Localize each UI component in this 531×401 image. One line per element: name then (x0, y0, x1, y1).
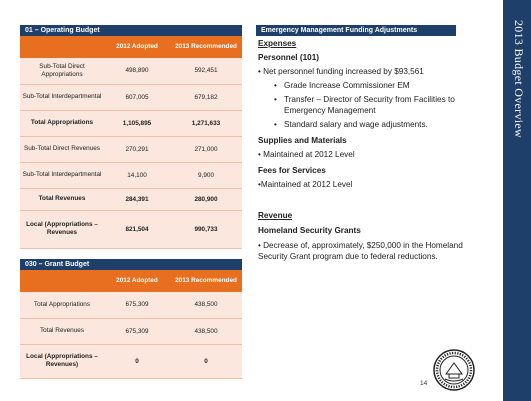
value-2013: 0 (170, 344, 242, 378)
table-row (20, 210, 242, 248)
supplies-heading: Supplies and Materials (258, 136, 347, 145)
adjustments-title: Emergency Management Funding Adjustments (256, 25, 456, 36)
header-label-cell (20, 270, 104, 292)
row-label: Sub-Total Interdepartmental (20, 162, 104, 188)
operating-budget-title: 01 – Operating Budget (20, 25, 242, 36)
personnel-heading: Personnel (101) (258, 53, 319, 62)
revenue-heading: Revenue (258, 211, 293, 220)
grant-budget-table (20, 270, 242, 379)
value-2013: 990,733 (170, 210, 242, 248)
table-header-row (20, 270, 242, 292)
row-label: Local (Appropriations – Revenues) (20, 344, 104, 378)
value-2012: 270,291 (104, 136, 170, 162)
value-2012: 675,309 (104, 292, 170, 318)
value-2013: 271,000 (170, 136, 242, 162)
table-row (20, 188, 242, 210)
table-row (20, 344, 242, 378)
county-seal-icon (432, 348, 476, 392)
header-label-cell (20, 36, 104, 58)
page-number: 14 (420, 380, 428, 387)
row-label: Sub-Total Interdepartmental (20, 84, 104, 110)
fees-text: •Maintained at 2012 Level (258, 180, 353, 189)
row-label: Sub-Total Direct Appropriations (20, 58, 104, 84)
sub-item: • Transfer – Director of Security from Facilities to Emergency Management (258, 94, 490, 116)
value-2013: 9,900 (170, 162, 242, 188)
value-2012: 607,005 (104, 84, 170, 110)
row-label: Total Appropriations (20, 110, 104, 136)
table-row (20, 110, 242, 136)
grant-budget-block (20, 259, 242, 379)
value-2012: 14,100 (104, 162, 170, 188)
row-label: Total Revenues (20, 188, 104, 210)
value-2012: 284,391 (104, 188, 170, 210)
value-2012: 0 (104, 344, 170, 378)
table-row (20, 318, 242, 344)
row-label: Local (Appropriations – Revenues (20, 210, 104, 248)
table-row (20, 136, 242, 162)
personnel-bullet: • Net personnel funding increased by $93,561 (258, 67, 424, 76)
value-2013: 280,900 (170, 188, 242, 210)
row-label: Total Revenues (20, 318, 104, 344)
table-row (20, 162, 242, 188)
header-2012-adopted: 2012 Adopted (104, 270, 170, 292)
header-2013-recommended: 2013 Recommended (170, 36, 242, 58)
value-2013: 438,500 (170, 292, 242, 318)
table-row (20, 58, 242, 84)
grant-budget-rows (20, 292, 242, 378)
operating-budget-rows (20, 58, 242, 248)
value-2012: 498,890 (104, 58, 170, 84)
table-header-row (20, 36, 242, 58)
value-2013: 679,182 (170, 84, 242, 110)
expenses-heading: Expenses (258, 39, 297, 48)
value-2012: 675,309 (104, 318, 170, 344)
value-2013: 438,500 (170, 318, 242, 344)
adjustments-body (258, 38, 490, 262)
sub-item: • Grade Increase Commissioner EM (258, 80, 490, 91)
header-2013-recommended: 2013 Recommended (170, 270, 242, 292)
value-2012: 1,105,895 (104, 110, 170, 136)
grants-text: • Decrease of, approximately, $250,000 in the Homeland Security Grant program due to federal reductions. (258, 241, 463, 261)
table-row (20, 292, 242, 318)
row-label: Total Appropriations (20, 292, 104, 318)
operating-budget-table (20, 36, 242, 249)
table-row (20, 84, 242, 110)
value-2013: 1,271,633 (170, 110, 242, 136)
fees-heading: Fees for Services (258, 166, 326, 175)
sidebar (503, 0, 531, 401)
value-2013: 592,451 (170, 58, 242, 84)
grant-budget-title: 030 – Grant Budget (20, 259, 242, 270)
sub-item: • Standard salary and wage adjustments. (258, 119, 490, 130)
grants-heading: Homeland Security Grants (258, 226, 361, 235)
value-2012: 821,504 (104, 210, 170, 248)
sidebar-title: 2013 Budget Overview (512, 20, 526, 138)
operating-budget-block (20, 25, 242, 249)
row-label: Sub-Total Direct Revenues (20, 136, 104, 162)
header-2012-adopted: 2012 Adopted (104, 36, 170, 58)
supplies-text: • Maintained at 2012 Level (258, 150, 355, 159)
